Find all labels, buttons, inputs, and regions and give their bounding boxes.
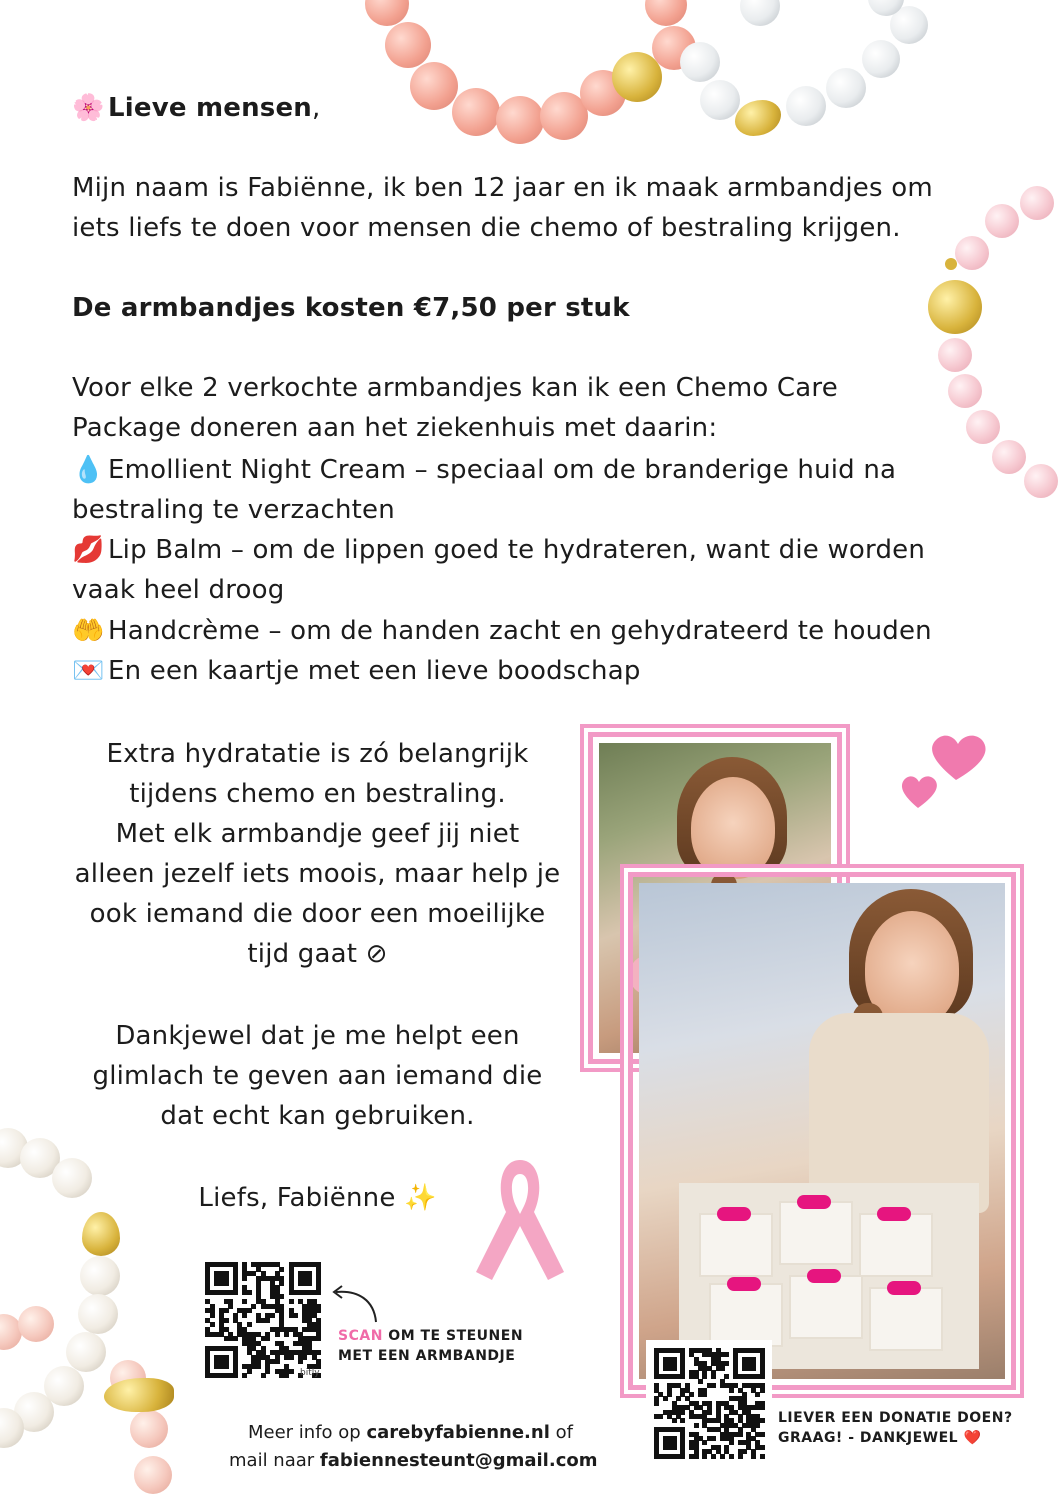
qr-left-caption: SCAN OM TE STEUNEN MET EEN ARMBANDJE bbox=[338, 1328, 524, 1364]
leaf-charm-icon bbox=[82, 1212, 120, 1256]
website-link[interactable]: carebyfabienne.nl bbox=[366, 1422, 550, 1443]
qr-right-caption: LIEVER EEN DONATIE DOEN? GRAAG! - DANKJEWEL ❤️ bbox=[778, 1410, 1013, 1446]
photo-frame-bottom bbox=[628, 872, 1016, 1390]
email-link[interactable]: fabiennesteunt@gmail.com bbox=[319, 1450, 598, 1471]
photo-girl-with-care-packages bbox=[639, 883, 1005, 1379]
heart-icon bbox=[896, 730, 996, 814]
intro-line-1: Mijn naam is Fabiënne, ik ben 12 jaar en ik maak armbandjes om bbox=[72, 173, 933, 203]
moon-charm-icon bbox=[735, 100, 781, 136]
arrow-icon bbox=[326, 1282, 382, 1326]
item-handcreme: 🤲 Handcrème – om de handen zacht en gehydrateerd te houden bbox=[72, 611, 932, 651]
item-lip-balm-cont: vaak heel droog bbox=[72, 575, 285, 605]
cherry-blossom-icon: 🌸 bbox=[72, 93, 105, 123]
qr-tag: bitly bbox=[300, 1368, 320, 1378]
droplet-icon: 💧 bbox=[72, 455, 105, 485]
thanks-block: Dankjewel dat je me helpt een glimlach te geven aan iemand die dat echt kan gebruiken. bbox=[92, 1021, 543, 1131]
tree-charm-icon bbox=[928, 280, 982, 334]
message-block: Extra hydratatie is zó belangrijk tijdens chemo en bestraling. Met elk armbandje geef jij niet alleen jezelf iets moois, maar help je ook iemand die door een moeilijke tijd gaat ⊘ bbox=[74, 739, 561, 969]
package-intro-line-1: Voor elke 2 verkochte armbandjes kan ik een Chemo Care bbox=[72, 373, 838, 403]
package-intro-line-2: Package doneren aan het ziekenhuis met daarin: bbox=[72, 413, 718, 443]
greeting: 🌸 Lieve mensen, bbox=[72, 88, 320, 128]
item-night-cream: 💧 Emollient Night Cream – speciaal om de branderige huid na bbox=[72, 450, 896, 490]
contact-line-1: Meer info op carebyfabienne.nl of bbox=[248, 1422, 573, 1443]
item-night-cream-cont: bestraling te verzachten bbox=[72, 495, 395, 525]
qr-code-icon[interactable] bbox=[205, 1262, 321, 1378]
contact-line-2: mail naar fabiennesteunt@gmail.com bbox=[229, 1450, 598, 1471]
love-letter-icon: 💌 bbox=[72, 656, 105, 686]
signoff: Liefs, Fabiënne ✨ bbox=[198, 1183, 437, 1213]
item-lip-balm: 💋 Lip Balm – om de lippen goed te hydrateren, want die worden bbox=[72, 530, 925, 570]
lips-icon: 💋 bbox=[72, 535, 105, 565]
greeting-name: Lieve mensen bbox=[108, 93, 313, 123]
bird-charm-icon bbox=[104, 1378, 174, 1412]
qr-code-icon[interactable] bbox=[654, 1348, 764, 1458]
hands-icon: 🤲 bbox=[72, 616, 105, 646]
intro-line-2: iets liefs te doen voor mensen die chemo of bestraling krijgen. bbox=[72, 213, 901, 243]
item-card: 💌 En een kaartje met een lieve boodschap bbox=[72, 651, 641, 691]
ribbon-icon bbox=[470, 1150, 570, 1290]
price-line: De armbandjes kosten €7,50 per stuk bbox=[72, 293, 630, 323]
